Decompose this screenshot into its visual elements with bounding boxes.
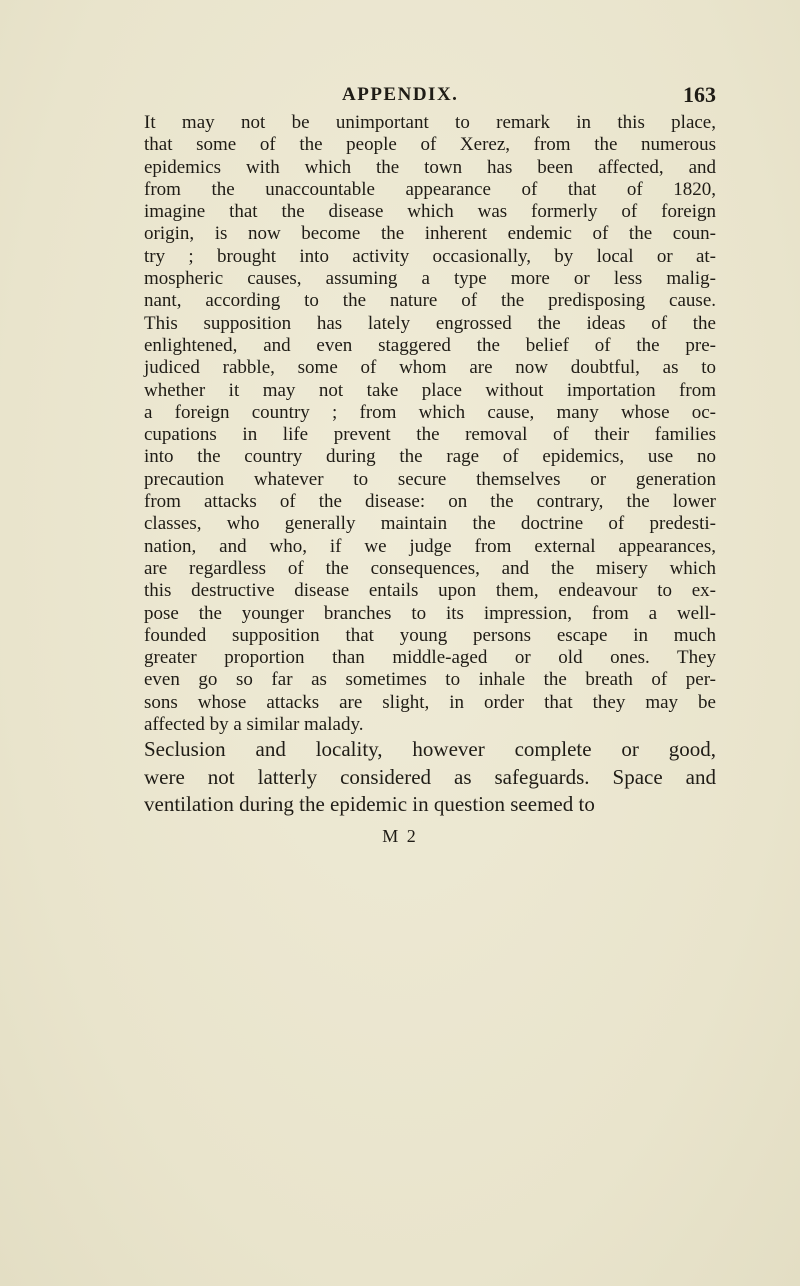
paragraph-1 <box>144 112 716 736</box>
text-line: even go so far as sometimes to inhale the breath of per- <box>144 669 716 691</box>
text-line: mospheric causes, assuming a type more or less malig- <box>144 268 716 290</box>
text-line: epidemics with which the town has been affected, and <box>144 156 716 178</box>
text-line: greater proportion than middle-aged or old ones. They <box>144 647 716 669</box>
running-head: APPENDIX. <box>342 84 459 105</box>
text-line: are regardless of the consequences, and the misery which <box>144 557 716 579</box>
text-line: imagine that the disease which was formerly of foreign <box>144 201 716 223</box>
signature-mark: M 2 <box>382 826 418 846</box>
text-line: a foreign country ; from which cause, many whose oc- <box>144 401 716 423</box>
text-line: Seclusion and locality, however complete or good, <box>144 737 716 761</box>
text-line: nation, and who, if we judge from external appearances, <box>144 535 716 557</box>
text-line: into the country during the rage of epidemics, use no <box>144 446 716 468</box>
text-line: ventilation during the epidemic in question seemed to <box>144 792 595 817</box>
text-line: that some of the people of Xerez, from the numerous <box>144 134 716 156</box>
text-line: pose the younger branches to its impression, from a well- <box>144 602 716 624</box>
text-line: This supposition has lately engrossed the ideas of the <box>144 312 716 334</box>
text-line: from attacks of the disease: on the contrary, the lower <box>144 491 716 513</box>
text-line: judiced rabble, some of whom are now doubtful, as to <box>144 357 716 379</box>
text-line: enlightened, and even staggered the belief of the pre- <box>144 334 716 356</box>
text-line: this destructive disease entails upon them, endeavour to ex- <box>144 580 716 602</box>
text-line: try ; brought into activity occasionally, by local or at- <box>144 245 716 267</box>
text-line: classes, who generally maintain the doctrine of predesti- <box>144 513 716 535</box>
text-line: founded supposition that young persons escape in much <box>144 624 716 646</box>
text-line: affected by a similar malady. <box>144 714 364 736</box>
text-line: It may not be unimportant to remark in this place, <box>144 112 716 133</box>
page-number: 163 <box>683 82 716 107</box>
text-line: sons whose attacks are slight, in order that they may be <box>144 691 716 713</box>
text-line: cupations in life prevent the removal of their families <box>144 424 716 446</box>
text-line: nant, according to the nature of the predisposing cause. <box>144 290 716 312</box>
text-line: precaution whatever to secure themselves or generation <box>144 468 716 490</box>
text-line: whether it may not take place without importation from <box>144 379 716 401</box>
page-header <box>144 84 716 110</box>
text-line: origin, is now become the inherent endemic of the coun- <box>144 223 716 245</box>
text-line: from the unaccountable appearance of that of 1820, <box>144 178 716 200</box>
text-line: were not latterly considered as safeguards. Space and <box>144 764 716 789</box>
paragraph-2 <box>144 736 716 819</box>
